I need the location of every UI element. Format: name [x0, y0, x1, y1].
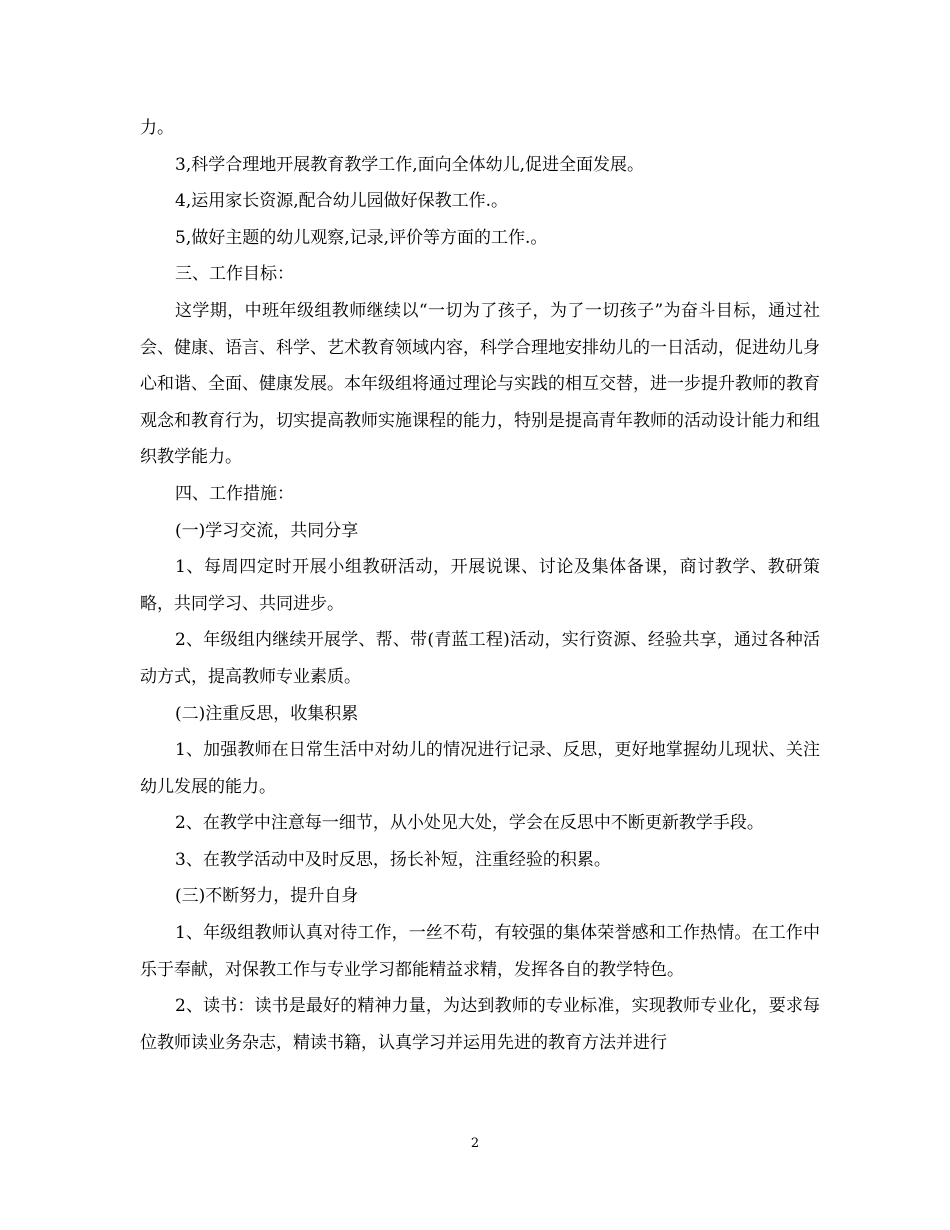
paragraph: 2、读书：读书是最好的精神力量，为达到教师的专业标准，实现教师专业化，要求每位教师读业务杂志，精读书籍，认真学习并运用先进的教育方法并进行 — [140, 996, 820, 1053]
paragraph: (二)注重反思，收集积累 — [175, 703, 359, 724]
paragraph: 1、每周四定时开展小组教研活动，开展说课、讨论及集体备课，商讨教学、教研策略，共同学习、共同进步。 — [140, 557, 820, 614]
paragraph: 力。 — [140, 118, 174, 138]
paragraph: 1、加强教师在日常生活中对幼儿的情况进行记录、反思，更好地掌握幼儿现状、关注幼儿发展的能力。 — [140, 740, 820, 797]
paragraph: (三)不断努力，提升自身 — [175, 886, 359, 907]
page-number: 2 — [470, 1136, 480, 1151]
paragraph: 四、工作措施： — [175, 483, 294, 504]
paragraph: 5,做好主题的幼儿观察,记录,评价等方面的工作.。 — [175, 227, 548, 248]
paragraph: 3,科学合理地开展教育教学工作,面向全体幼儿,促进全面发展。 — [175, 154, 645, 175]
paragraph: 3、在教学活动中及时反思，扬长补短，注重经验的积累。 — [175, 849, 611, 870]
paragraph: 2、在教学中注意每一细节，从小处见大处，学会在反思中不断更新教学手段。 — [175, 813, 764, 834]
paragraph: (一)学习交流，共同分享 — [175, 520, 359, 541]
paragraph: 这学期，中班年级组教师继续以“一切为了孩子，为了一切孩子”为奋斗目标，通过社会、健康、语言、科学、艺术教育领域内容，科学合理地安排幼儿的一日活动，促进幼儿身心和谐、全面、健康发展。本年级组将通过理论与实践的相互交替，进一步提升教师的教育观念和教育行为，切实提高教师实施课程的能力，特别是提高青年教师的活动设计能力和组织教学能力。 — [140, 300, 820, 468]
paragraph: 2、年级组内继续开展学、帮、带(青蓝工程)活动，实行资源、经验共享，通过各种活动方式，提高教师专业素质。 — [140, 630, 820, 687]
document-body — [140, 110, 820, 1061]
paragraph: 三、工作目标： — [175, 264, 294, 285]
paragraph: 1、年级组教师认真对待工作，一丝不苟，有较强的集体荣誉感和工作热情。在工作中乐于奉献，对保教工作与专业学习都能精益求精，发挥各自的教学特色。 — [140, 923, 820, 980]
paragraph: 4,运用家长资源,配合幼儿园做好保教工作.。 — [175, 191, 509, 212]
